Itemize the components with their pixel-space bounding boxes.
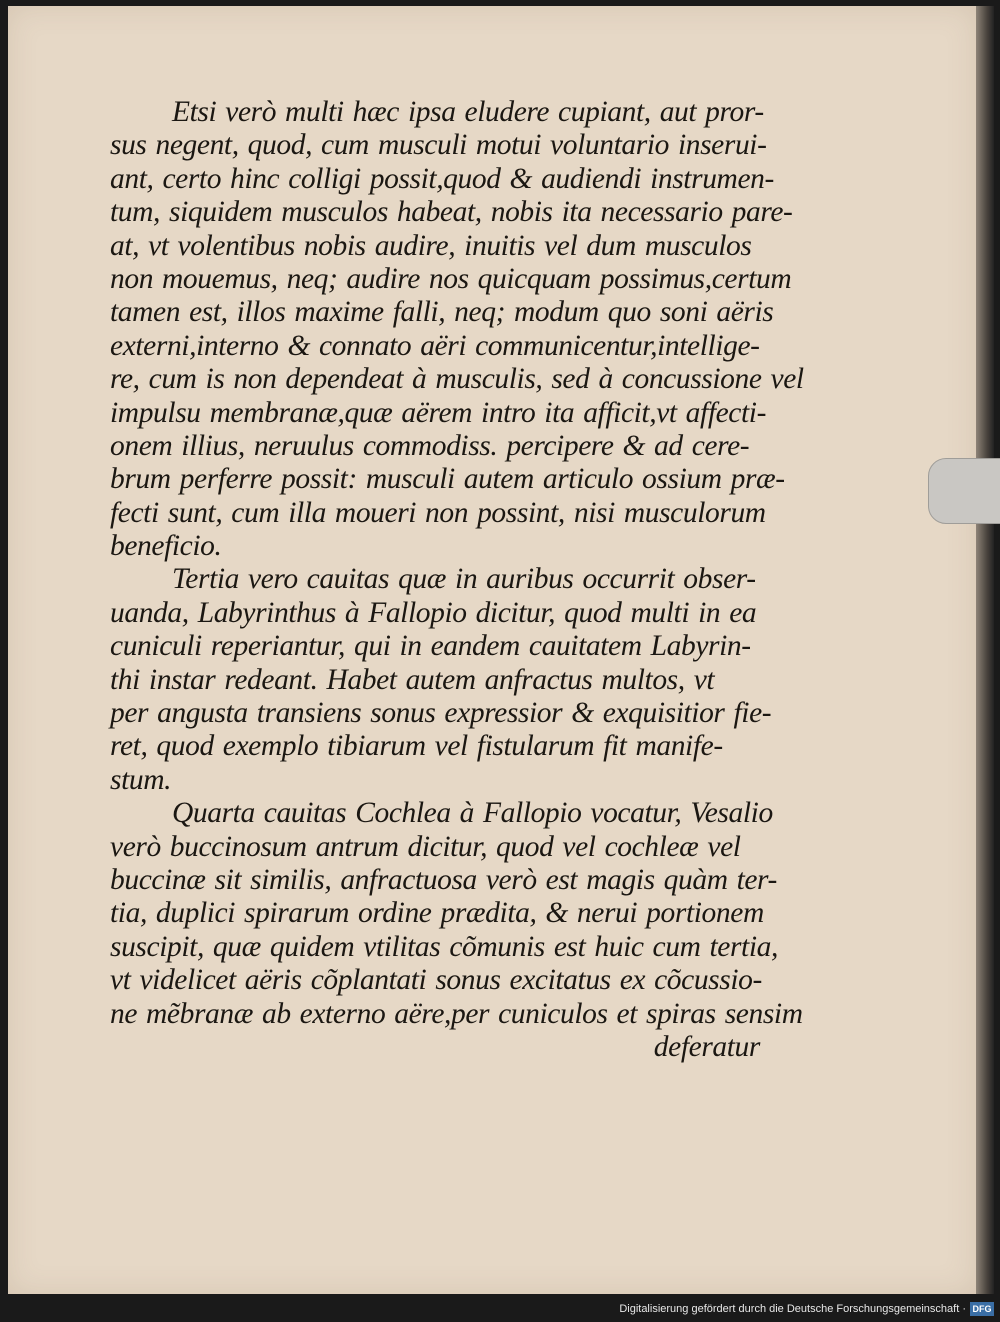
text-line: ret, quod exemplo tibiarum vel fistularum fit manife-: [110, 730, 723, 763]
text-line: verò buccinosum antrum dicitur, quod vel cochleæ vel: [110, 830, 741, 863]
text-line: Etsi verò multi hæc ipsa eludere cupiant, aut pror-: [172, 96, 764, 128]
text-line: suscipit, quæ quidem vtilitas cõmunis est huic cum tertia,: [110, 930, 778, 963]
digitization-credit: [619, 1300, 994, 1318]
text-line: thi instar redeant. Habet autem anfractus multos, vt: [110, 663, 715, 696]
page-edge: [976, 6, 994, 1294]
dfg-logo-icon: DFG: [970, 1302, 994, 1316]
text-line: buccinæ sit similis, anfractuosa verò est magis quàm ter-: [110, 863, 777, 896]
page-tab-marker: [928, 458, 1000, 524]
text-line: stum.: [110, 763, 172, 796]
credit-text: Digitalisierung gefördert durch die Deutsche Forschungsgemeinschaft ·: [619, 1303, 966, 1315]
text-line: vt videlicet aëris cõplantati sonus excitatus ex cõcussio-: [110, 964, 762, 997]
text-line: re, cum is non dependeat à musculis, sed à concussione vel: [110, 363, 804, 396]
text-line: onem illius, neruulus commodiss. percipere & ad cere-: [110, 429, 750, 462]
text-line: non mouemus, neq; audire nos quicquam possimus,certum: [110, 262, 792, 295]
text-line: Tertia vero cauitas quæ in auribus occurrit obser-: [172, 563, 756, 596]
text-line: externi,interno & connato aëri communicentur,intellige-: [110, 329, 760, 362]
text-line: sus negent, quod, cum musculi motui voluntario inserui-: [110, 129, 767, 162]
text-line: ant, certo hinc colligi possit,quod & audiendi instrumen-: [110, 162, 774, 195]
text-line: fecti sunt, cum illa moueri non possint, nisi musculorum: [110, 496, 766, 529]
catchword: deferatur: [653, 1030, 760, 1063]
text-line: tia, duplici spirarum ordine prædita, & nerui portionem: [110, 897, 764, 930]
text-line: uanda, Labyrinthus à Fallopio dicitur, quod multi in ea: [110, 596, 757, 629]
text-line: impulsu membranæ,quæ aërem intro ita afficit,vt affecti-: [110, 396, 767, 429]
text-line: at, vt volentibus nobis audire, inuitis vel dum musculos: [110, 229, 752, 262]
text-line: Quarta cauitas Cochlea à Fallopio vocatur, Vesalio: [172, 797, 773, 830]
text-line: cuniculi reperiantur, qui in eandem cauitatem Labyrin-: [110, 630, 751, 663]
text-line: ne mẽbranæ ab externo aëre,per cuniculos et spiras sensim: [110, 997, 803, 1030]
text-line: tum, siquidem musculos habeat, nobis ita necessario pare-: [110, 196, 793, 229]
text-line: per angusta transiens sonus expressior & exquisitior fie-: [110, 697, 772, 730]
page-text: [110, 96, 804, 1064]
text-line: beneficio.: [110, 530, 222, 563]
text-line: tamen est, illos maxime falli, neq; modum quo soni aëris: [110, 296, 774, 329]
text-line: brum perferre possit: musculi autem articulo ossium præ-: [110, 463, 785, 496]
